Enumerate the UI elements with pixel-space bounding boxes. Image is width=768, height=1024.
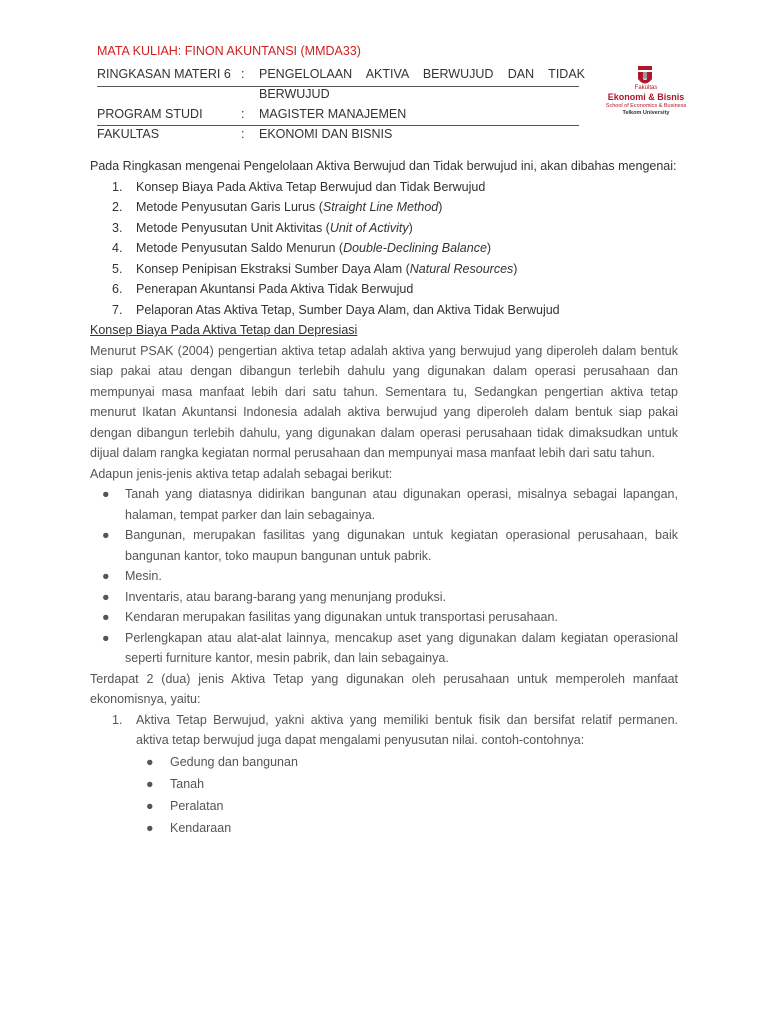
section-heading: Konsep Biaya Pada Aktiva Tetap dan Depresiasi xyxy=(90,323,358,337)
meta-separator: : xyxy=(241,67,245,81)
list-item: ● Mesin. xyxy=(90,566,678,587)
list-item: 1. Konsep Biaya Pada Aktiva Tetap Berwujud dan Tidak Berwujud xyxy=(112,179,486,194)
meta-key: PROGRAM STUDI xyxy=(97,107,203,121)
meta-value: PENGELOLAAN AKTIVA BERWUJUD DAN TIDAK xyxy=(259,67,585,81)
list-item: 6. Penerapan Akuntansi Pada Aktiva Tidak Berwujud xyxy=(112,282,414,296)
list-item: ● Tanah xyxy=(136,773,678,795)
list-item: 4. Metode Penyusutan Saldo Menurun (Double-Declining Balance) xyxy=(112,241,492,255)
example-list xyxy=(136,751,678,839)
fixed-asset-kinds-list xyxy=(90,710,678,839)
intro-paragraph: Pada Ringkasan mengenai Pengelolaan Aktiva Berwujud dan Tidak berwujud ini, akan dibahas mengenai: xyxy=(90,159,677,173)
list-item: 7. Pelaporan Atas Aktiva Tetap, Sumber Daya Alam, dan Aktiva Tidak Berwujud xyxy=(112,302,560,317)
bullet-icon: ● xyxy=(102,630,110,645)
meta-row-summary-cont xyxy=(97,84,597,104)
bullet-icon: ● xyxy=(146,820,154,835)
bullet-icon: ● xyxy=(146,798,154,813)
document-body xyxy=(90,156,678,839)
list-item: ● Kendaraan xyxy=(136,817,678,839)
meta-row-summary xyxy=(97,64,597,84)
logo-line-name: Ekonomi & Bisnis xyxy=(607,92,685,102)
header-rule-bottom xyxy=(97,125,579,126)
logo-line-faculty: Fakultas xyxy=(634,85,658,91)
list-item: ● Inventaris, atau barang-barang yang menunjang produksi. xyxy=(90,587,678,608)
list-item: ● Gedung dan bangunan xyxy=(136,751,678,773)
bullet-icon: ● xyxy=(102,610,110,624)
list-item: ● Bangunan, merupakan fasilitas yang digunakan untuk kegiatan operasional perusahaan, baik bangunan kantor, toko maupun bangunan untuk pabrik. xyxy=(90,525,678,566)
bullet-icon: ● xyxy=(102,487,110,501)
meta-key: FAKULTAS xyxy=(97,127,160,141)
asset-type-list xyxy=(90,484,678,669)
bullet-icon: ● xyxy=(102,589,110,604)
list-item: ● Perlengkapan atau alat-alat lainnya, mencakup aset yang digunakan dalam kegiatan operasional seperti furniture kantor, mesin pabrik, dan lain sebagainya. xyxy=(90,628,678,669)
logo-line-school: School of Economics & Business xyxy=(605,103,687,109)
bullet-icon: ● xyxy=(102,528,110,542)
meta-separator: : xyxy=(241,127,245,141)
types-intro: Adapun jenis-jenis aktiva tetap adalah sebagai berikut: xyxy=(90,466,393,481)
bullet-icon: ● xyxy=(146,776,154,791)
meta-value: BERWUJUD xyxy=(259,87,330,101)
list-item: ● Tanah yang diatasnya didirikan bangunan atau digunakan operasi, misalnya sebagai lapangan, halaman, tempat parker dan lain sebagainya. xyxy=(90,484,678,525)
course-title: MATA KULIAH: FINON AKUNTANSI (MMDA33) xyxy=(97,44,361,58)
list-item: 2. Metode Penyusutan Garis Lurus (Straight Line Method) xyxy=(112,200,443,214)
list-item: 1. Aktiva Tetap Berwujud, yakni aktiva yang memiliki bentuk fisik dan bersifat relatif permanen. aktiva tetap berwujud juga dapat mengalami penyusutan nilai. contoh-contohnya: ● Gedung dan bangunan ● Tanah ● Peralatan ● Kendaraan xyxy=(90,710,678,839)
logo-line-university: Telkom University xyxy=(622,110,670,116)
meta-key: RINGKASAN MATERI 6 xyxy=(97,67,231,81)
body-paragraph: Menurut PSAK (2004) pengertian aktiva tetap adalah aktiva yang berwujud yang diperoleh dalam bentuk siap pakai atau dengan dibangun terlebih dahulu yang digunakan dalam operasi perusahaan dan mempunyai masa manfaat lebih dari satu tahun. Sementara tu, Sedangkan pengertian aktiva tetap menurut Ikatan Akuntansi Indonesia adalah aktiva berwujud yang diperoleh dalam bentuk siap pakai dengan dibangun terlebih dahulu, yang digunakan dalam operasi perusahaan tidak dimaksudkan untuk dijual dalam rangka kegiatan normal perusahaan dan mempunyai masa manfaat lebih dari satu tahun. xyxy=(90,343,678,460)
body-paragraph: Terdapat 2 (dua) jenis Aktiva Tetap yang digunakan oleh perusahaan untuk memperoleh manfaat ekonomisnya, yaitu: xyxy=(90,671,678,706)
topic-list xyxy=(90,177,678,321)
faculty-logo xyxy=(598,66,694,120)
meta-separator: : xyxy=(241,107,245,121)
bullet-icon: ● xyxy=(146,754,154,769)
list-item: 3. Metode Penyusutan Unit Aktivitas (Unit of Activity) xyxy=(112,220,413,235)
list-item: ● Peralatan xyxy=(136,795,678,817)
meta-value: MAGISTER MANAJEMEN xyxy=(259,107,407,121)
telkom-university-logo-icon xyxy=(636,66,654,86)
header-rule-top xyxy=(97,86,579,87)
meta-row-program xyxy=(97,104,597,124)
bullet-icon: ● xyxy=(102,569,110,583)
meta-value: EKONOMI DAN BISNIS xyxy=(259,127,393,141)
list-item: 5. Konsep Penipisan Ekstraksi Sumber Daya Alam (Natural Resources) xyxy=(112,261,518,276)
list-item: ● Kendaran merupakan fasilitas yang digunakan untuk transportasi perusahaan. xyxy=(90,607,678,628)
meta-row-faculty xyxy=(97,124,597,144)
document-meta-table xyxy=(97,64,597,144)
